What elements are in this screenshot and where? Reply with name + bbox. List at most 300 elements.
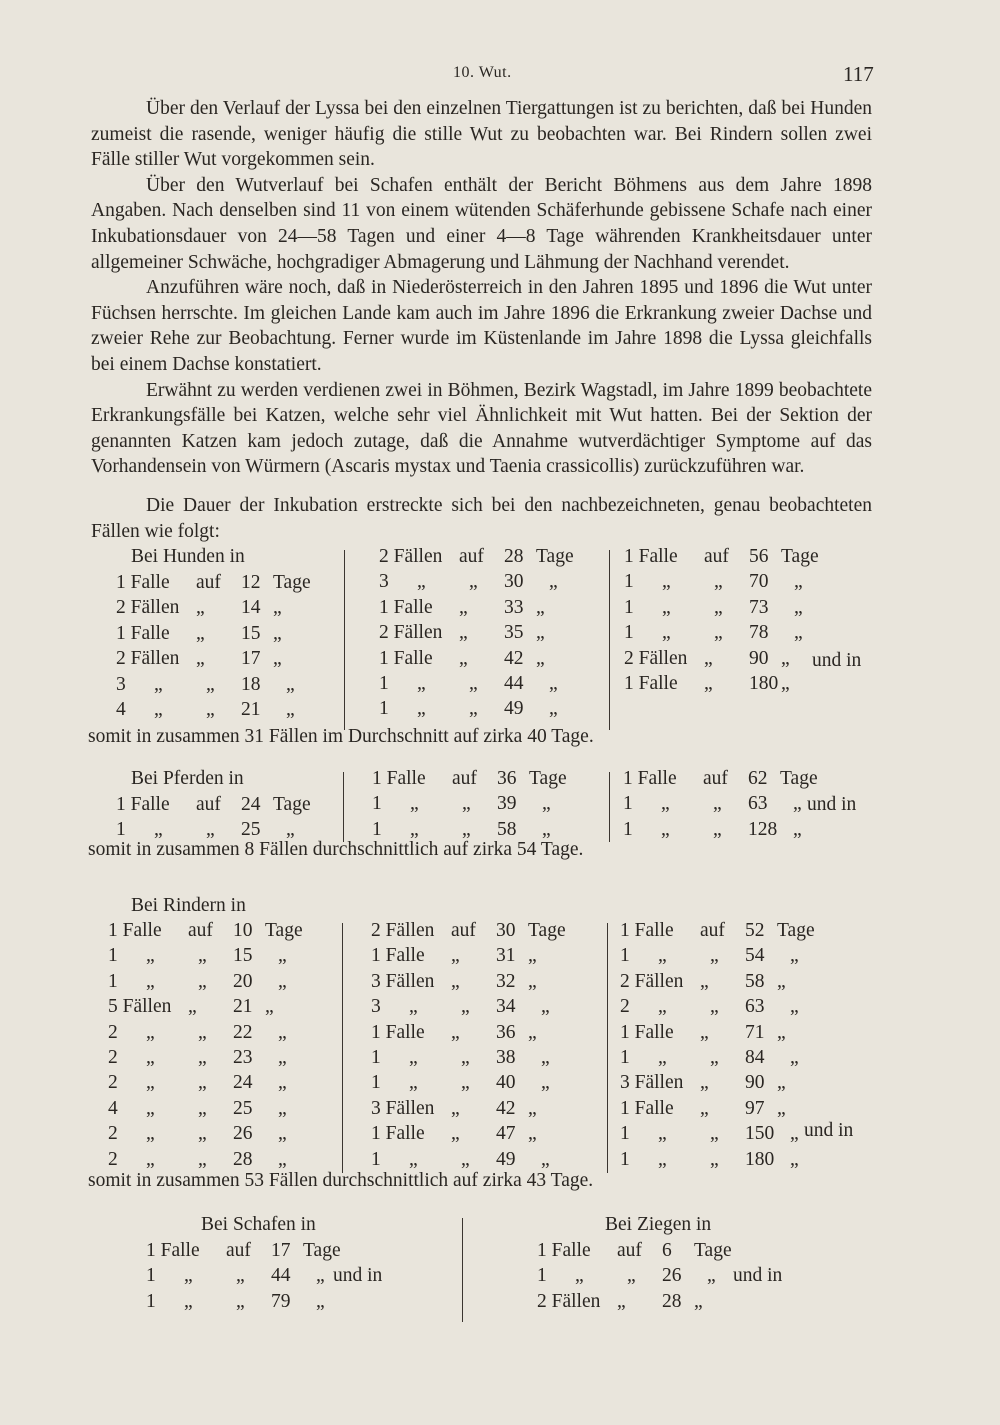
ditto-cell: „ [236,1290,245,1312]
ditto-cell: „ [713,818,722,840]
auf-cell: auf [196,572,221,594]
unit-cell: „ [286,699,295,721]
ditto-cell: „ [713,793,722,815]
days-cell: 47 [496,1123,516,1145]
column-divider [344,550,345,730]
auf-cell: auf [188,920,213,942]
ditto-cell: „ [710,945,719,967]
days-cell: 58 [745,970,765,992]
unit-cell: „ [781,673,790,695]
unit-cell: „ [777,970,786,992]
auf-cell: „ [704,673,713,695]
count-cell: 1 Falle [620,1097,674,1119]
unit-cell: „ [549,673,558,695]
days-cell: 33 [504,596,524,618]
unit-cell: Tage [529,768,567,790]
count-cell: 3 Fällen [371,1097,435,1119]
ditto-cell: „ [146,970,155,992]
count-cell: 2 Fällen [379,622,443,644]
page-body [88,96,872,1322]
count-cell: 3 [116,673,126,695]
unit-cell: „ [794,596,803,618]
count-cell: 1 Falle [108,920,162,942]
ditto-cell: „ [710,996,719,1018]
ditto-cell: „ [154,699,163,721]
ditto-cell: „ [198,1047,207,1069]
unit-cell: „ [273,648,282,670]
table-label: Bei Pferden in [131,768,244,790]
ditto-cell: „ [462,793,471,815]
ditto-cell: „ [469,673,478,695]
ditto-cell: „ [661,818,670,840]
column-divider [343,772,344,842]
count-cell: 1 [146,1290,156,1312]
days-cell: 28 [662,1290,682,1312]
ditto-cell: „ [662,571,671,593]
days-cell: 58 [497,818,517,840]
auf-cell: „ [451,1123,460,1145]
days-cell: 36 [497,768,517,790]
count-cell: 1 [372,793,382,815]
ditto-cell: „ [409,996,418,1018]
count-cell: 2 [108,1021,118,1043]
unit-cell: „ [536,622,545,644]
table-hunde [88,544,872,751]
ditto-cell: „ [661,793,670,815]
count-cell: 5 Fällen [108,996,172,1018]
column-divider [609,772,610,842]
days-cell: 79 [271,1290,291,1312]
ditto-cell: „ [575,1265,584,1287]
days-cell: 35 [504,622,524,644]
days-cell: 26 [233,1123,253,1145]
ditto-cell: „ [417,571,426,593]
summary-line: somit in zusammen 8 Fällen durchschnittlich auf zirka 54 Tage. [88,839,584,861]
count-cell: 2 Fällen [116,597,180,619]
table-pferde [88,766,872,893]
ditto-cell: „ [146,1047,155,1069]
days-cell: 31 [496,945,516,967]
ditto-cell: „ [662,596,671,618]
ditto-cell: „ [710,1148,719,1170]
days-cell: 17 [271,1240,291,1262]
count-cell: 1 Falle [379,596,433,618]
auf-cell: „ [451,945,460,967]
count-cell: 1 Falle [146,1240,200,1262]
days-cell: 14 [241,597,261,619]
und-in-note-schafe: und in [333,1265,383,1287]
days-cell: 21 [233,996,253,1018]
days-cell: 26 [662,1265,682,1287]
unit-cell: „ [278,945,287,967]
count-cell: 2 Fällen [620,970,684,992]
unit-cell: „ [273,597,282,619]
auf-cell: auf [703,768,728,790]
days-cell: 73 [749,596,769,618]
count-cell: 1 [379,673,389,695]
days-cell: 28 [233,1148,253,1170]
unit-cell: Tage [265,920,303,942]
days-cell: 62 [748,768,768,790]
auf-cell: „ [196,622,205,644]
ditto-cell: „ [236,1265,245,1287]
count-cell: 1 [371,1072,381,1094]
count-cell: 1 Falle [116,572,170,594]
days-cell: 20 [233,970,253,992]
summary-line: somit in zusammen 31 Fällen im Durchschnitt auf zirka 40 Tage. [88,726,594,748]
unit-cell: „ [278,1123,287,1145]
count-cell: 4 [108,1097,118,1119]
ditto-cell: „ [198,1097,207,1119]
unit-cell: „ [316,1290,325,1312]
unit-cell: „ [278,1047,287,1069]
count-cell: 1 [623,793,633,815]
ditto-cell: „ [469,698,478,720]
count-cell: 4 [116,699,126,721]
ditto-cell: „ [469,571,478,593]
auf-cell: auf [196,794,221,816]
count-cell: 1 Falle [371,1021,425,1043]
days-cell: 24 [241,794,261,816]
unit-cell: „ [541,1072,550,1094]
unit-cell: „ [541,1148,550,1170]
unit-cell: „ [794,622,803,644]
und-in-note: und in [804,1120,854,1142]
unit-cell: „ [549,698,558,720]
auf-cell: „ [700,1072,709,1094]
unit-cell: „ [541,996,550,1018]
days-cell: 30 [504,571,524,593]
ditto-cell: „ [417,698,426,720]
ditto-cell: „ [714,571,723,593]
table-label: Bei Rindern in [131,895,246,917]
unit-cell: „ [793,793,802,815]
auf-cell: „ [459,622,468,644]
unit-cell: „ [316,1265,325,1287]
ditto-cell: „ [461,1072,470,1094]
ditto-cell: „ [146,1097,155,1119]
auf-cell: „ [188,996,197,1018]
days-cell: 25 [241,819,261,841]
count-cell: 1 [371,1148,381,1170]
auf-cell: „ [451,970,460,992]
days-cell: 44 [504,673,524,695]
count-cell: 1 Falle [624,546,678,568]
ditto-cell: „ [461,996,470,1018]
days-cell: 6 [662,1240,672,1262]
days-cell: 22 [233,1021,253,1043]
ditto-cell: „ [410,818,419,840]
days-cell: 42 [504,647,524,669]
table-schafe-ziegen [91,1212,872,1322]
unit-cell: „ [790,1148,799,1170]
unit-cell: „ [542,793,551,815]
unit-cell: „ [528,1097,537,1119]
count-cell: 2 Fällen [624,647,688,669]
days-cell: 78 [749,622,769,644]
unit-cell: „ [536,596,545,618]
days-cell: 10 [233,920,253,942]
days-cell: 30 [496,920,516,942]
unit-cell: „ [278,1021,287,1043]
column-divider [462,1218,463,1322]
unit-cell: „ [694,1290,703,1312]
days-cell: 12 [241,572,261,594]
ditto-cell: „ [461,1148,470,1170]
days-cell: 180 [745,1148,775,1170]
days-cell: 49 [504,698,524,720]
paragraph-inkubation-intro: Die Dauer der Inkubation erstreckte sich bei den nachbezeichneten, genau beobachteten Fällen wie folgt: [91,494,872,542]
ditto-cell: „ [714,596,723,618]
count-cell: 3 Fällen [371,970,435,992]
auf-cell: „ [700,1021,709,1043]
days-cell: 54 [745,945,765,967]
count-cell: 1 [146,1265,156,1287]
unit-cell: „ [707,1265,716,1287]
auf-cell: auf [704,546,729,568]
unit-cell: Tage [780,768,818,790]
count-cell: 3 [371,996,381,1018]
unit-cell: „ [790,996,799,1018]
count-cell: 1 [624,622,634,644]
unit-cell: „ [777,1021,786,1043]
days-cell: 70 [749,571,769,593]
count-cell: 2 Fällen [371,920,435,942]
days-cell: 97 [745,1097,765,1119]
ditto-cell: „ [146,1123,155,1145]
count-cell: 1 [108,970,118,992]
unit-cell: „ [790,1047,799,1069]
column-divider [609,550,610,730]
unit-cell: „ [278,1148,287,1170]
days-cell: 128 [748,818,778,840]
count-cell: 1 [620,1148,630,1170]
page-number: 117 [843,62,874,86]
ditto-cell: „ [627,1265,636,1287]
ditto-cell: „ [710,1123,719,1145]
days-cell: 23 [233,1047,253,1069]
auf-cell: „ [617,1290,626,1312]
count-cell: 1 [372,818,382,840]
unit-cell: Tage [536,546,574,568]
days-cell: 28 [504,546,524,568]
count-cell: 2 Fällen [537,1290,601,1312]
ditto-cell: „ [658,1123,667,1145]
ditto-cell: „ [409,1148,418,1170]
unit-cell: Tage [694,1240,732,1262]
days-cell: 36 [496,1021,516,1043]
paragraph-schafe: Über den Wutverlauf bei Schafen enthält der Bericht Böhmens aus dem Jahre 1898 Angaben. Nach denselben sind 11 von einem wütenden Schäferhunde gebissene Schafe nach einer Inkubationsdauer von 24—58 Tagen und einer 4—8 Tage währenden Krankheitsdauer unter allgemeiner Schwäche, hochgradiger Abmagerung und Lähmung der Nachhand verendet. [91,174,872,273]
days-cell: 71 [745,1021,765,1043]
count-cell: 1 [537,1265,547,1287]
days-cell: 56 [749,546,769,568]
count-cell: 2 [108,1047,118,1069]
days-cell: 63 [748,793,768,815]
ditto-cell: „ [206,819,215,841]
auf-cell: auf [459,546,484,568]
ditto-cell: „ [198,1072,207,1094]
count-cell: 1 Falle [371,1123,425,1145]
unit-cell: „ [790,945,799,967]
auf-cell: „ [196,648,205,670]
days-cell: 42 [496,1097,516,1119]
days-cell: 180 [749,673,779,695]
days-cell: 84 [745,1047,765,1069]
table-label: Bei Hunden in [131,546,245,568]
auf-cell: „ [704,647,713,669]
unit-cell: „ [794,571,803,593]
count-cell: 1 [624,596,634,618]
count-cell: 1 Falle [620,1021,674,1043]
ditto-cell: „ [658,945,667,967]
ditto-cell: „ [662,622,671,644]
ditto-cell: „ [198,1148,207,1170]
unit-cell: Tage [303,1240,341,1262]
count-cell: 1 [623,818,633,840]
ditto-cell: „ [710,1047,719,1069]
days-cell: 15 [233,945,253,967]
auf-cell: auf [452,768,477,790]
days-cell: 150 [745,1123,775,1145]
days-cell: 38 [496,1047,516,1069]
unit-cell: „ [528,945,537,967]
paragraph-fuechse-dachse: Anzuführen wäre noch, daß in Niederösterreich in den Jahren 1895 und 1896 die Wut unter Füchsen herrschte. Im gleichen Lande kam auch im Jahre 1896 die Erkrankung zweier Dachse und zweier Rehe zur Beobachtung. Ferner wurde im Küstenlande im Jahre 1898 die Lyssa gleichfalls bei einem Dachse konstatiert. [91,277,872,375]
count-cell: 3 Fällen [620,1072,684,1094]
unit-cell: „ [542,818,551,840]
count-cell: 1 Falle [620,920,674,942]
count-cell: 1 Falle [116,794,170,816]
ditto-cell: „ [206,673,215,695]
unit-cell: Tage [273,794,311,816]
auf-cell: „ [196,597,205,619]
count-cell: 1 [620,1047,630,1069]
days-cell: 25 [233,1097,253,1119]
auf-cell: „ [451,1021,460,1043]
unit-cell: Tage [781,546,819,568]
ditto-cell: „ [154,819,163,841]
ditto-cell: „ [198,1021,207,1043]
unit-cell: „ [528,970,537,992]
count-cell: 1 Falle [371,945,425,967]
ditto-cell: „ [198,945,207,967]
unit-cell: „ [536,647,545,669]
unit-cell: „ [273,622,282,644]
days-cell: 49 [496,1148,516,1170]
unit-cell: „ [528,1123,537,1145]
days-cell: 63 [745,996,765,1018]
ditto-cell: „ [146,1072,155,1094]
unit-cell: „ [790,1123,799,1145]
auf-cell: auf [226,1240,251,1262]
count-cell: 1 [620,1123,630,1145]
unit-cell: „ [528,1021,537,1043]
days-cell: 21 [241,699,261,721]
ditto-cell: „ [184,1290,193,1312]
days-cell: 32 [496,970,516,992]
days-cell: 52 [745,920,765,942]
count-cell: 1 Falle [372,768,426,790]
unit-cell: „ [286,819,295,841]
unit-cell: „ [777,1097,786,1119]
count-cell: 2 [108,1123,118,1145]
unit-cell: „ [278,970,287,992]
count-cell: 1 Falle [537,1240,591,1262]
days-cell: 18 [241,673,261,695]
unit-cell: „ [781,647,790,669]
days-cell: 44 [271,1265,291,1287]
count-cell: 3 [379,571,389,593]
days-cell: 90 [749,647,769,669]
ditto-cell: „ [198,970,207,992]
count-cell: 2 Fällen [116,648,180,670]
count-cell: 1 Falle [116,622,170,644]
auf-cell: „ [451,1097,460,1119]
count-cell: 1 [379,698,389,720]
ditto-cell: „ [714,622,723,644]
summary-line: somit in zusammen 53 Fällen durchschnittlich auf zirka 43 Tage. [88,1170,594,1192]
count-cell: 2 [108,1072,118,1094]
ditto-cell: „ [198,1123,207,1145]
ditto-cell: „ [146,945,155,967]
auf-cell: „ [700,1097,709,1119]
table-label-ziegen: Bei Ziegen in [605,1214,712,1236]
unit-cell: Tage [777,920,815,942]
ditto-cell: „ [146,1148,155,1170]
und-in-note: und in [807,794,857,816]
count-cell: 2 Fällen [379,546,443,568]
days-cell: 90 [745,1072,765,1094]
ditto-cell: „ [184,1265,193,1287]
count-cell: 1 [116,819,126,841]
unit-cell: „ [793,818,802,840]
running-header [0,64,1000,90]
count-cell: 1 Falle [379,647,433,669]
table-label-schafe: Bei Schafen in [201,1214,316,1236]
days-cell: 24 [233,1072,253,1094]
ditto-cell: „ [409,1072,418,1094]
ditto-cell: „ [658,1148,667,1170]
und-in-note-ziegen: und in [733,1265,783,1287]
ditto-cell: „ [417,673,426,695]
auf-cell: „ [459,647,468,669]
count-cell: 1 [620,945,630,967]
ditto-cell: „ [206,699,215,721]
unit-cell: Tage [273,572,311,594]
auf-cell: „ [459,596,468,618]
ditto-cell: „ [461,1047,470,1069]
column-divider [607,923,608,1173]
count-cell: 1 [108,945,118,967]
count-cell: 2 [108,1148,118,1170]
unit-cell: „ [541,1047,550,1069]
unit-cell: „ [286,673,295,695]
unit-cell: „ [278,1072,287,1094]
ditto-cell: „ [658,996,667,1018]
ditto-cell: „ [154,673,163,695]
count-cell: 2 [620,996,630,1018]
days-cell: 39 [497,793,517,815]
ditto-cell: „ [658,1047,667,1069]
unit-cell: Tage [528,920,566,942]
ditto-cell: „ [146,1021,155,1043]
count-cell: 1 [624,571,634,593]
ditto-cell: „ [462,818,471,840]
unit-cell: „ [265,996,274,1018]
unit-cell: „ [777,1072,786,1094]
paragraph-katzen: Erwähnt zu werden verdienen zwei in Böhmen, Bezirk Wagstadl, im Jahre 1899 beobachtete Erkrankungsfälle bei Katzen, welche sehr viel Ähnlichkeit mit Wut hatten. Bei der Sektion der genannten Katzen kam jedoch zutage, daß die Annahme wutverdächtiger Symptome auf das Vorhandensein von Würmern (Ascaris mystax und Taenia crassicollis) zurückzuführen war. [91,379,872,478]
days-cell: 34 [496,996,516,1018]
ditto-cell: „ [410,793,419,815]
